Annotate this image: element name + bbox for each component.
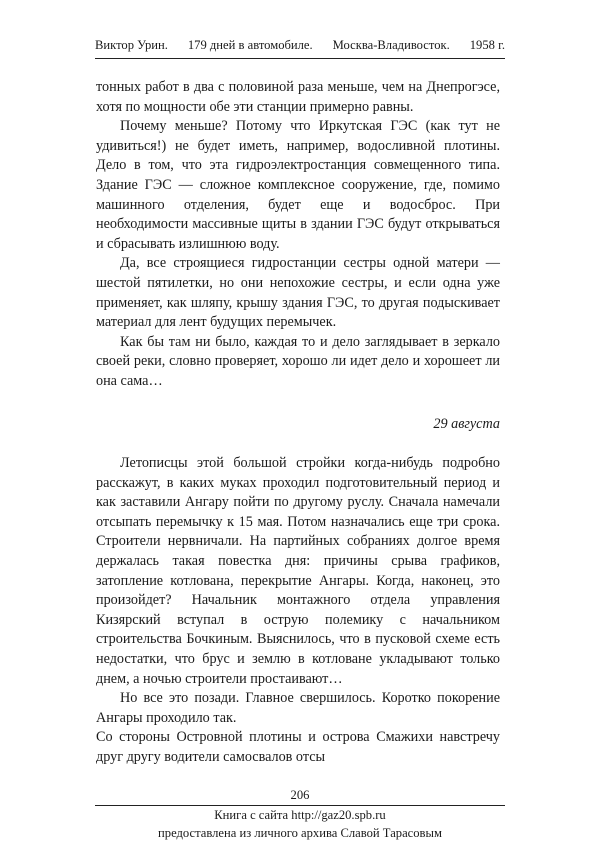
text-block-2 <box>96 454 500 768</box>
header-year: 1958 г. <box>469 38 505 52</box>
paragraph-continued: тонных работ в два с половиной раза меньше, чем на Днепрогэсе, хотя по мощности обе эти станции примерно равны. <box>96 79 500 115</box>
header-title: 179 дней в автомобиле. <box>187 38 313 52</box>
paragraph: Но все это позади. Главное свершилось. Коротко покорение Ангары проходило так. <box>96 690 500 726</box>
paragraph: Как бы там ни было, каждая то и дело заглядывает в зеркало своей реки, словно проверяет, хорошо ли идет дело и хорошеет ли она сама… <box>96 333 500 389</box>
header-route: Москва-Владивосток. <box>332 38 450 52</box>
date-heading: 29 августа <box>433 416 500 432</box>
paragraph: Да, все строящиеся гидростанции сестры одной матери — шестой пятилетки, но они непохожие сестры, и если одна уже применяет, как шляпу, крышу здания ГЭС, то другая подыскивает материал для лент будущих перемычек. <box>96 255 500 331</box>
paragraph-trailing: Со стороны Островной плотины и острова Смажихи навстречу друг другу водители самосвалов отсы <box>96 729 500 765</box>
footer-credit: предоставлена из личного архива Славой Тарасовым <box>158 826 442 840</box>
page-number: 206 <box>290 788 310 802</box>
paragraph: Почему меньше? Потому что Иркутская ГЭС (как тут не удивиться!) не будет иметь, например, водосливной плотины. Дело в том, что эта гидроэлектростанция совмещенного типа. Здание ГЭС — сложное комплексное сооружение, где, помимо машинного отделения, будет еще и водосброс. При необходимости массивные щиты в здании ГЭС будут открываться и сбрасывать излишнюю воду. <box>96 118 500 252</box>
footer-divider <box>95 805 505 806</box>
paragraph: Летописцы этой большой стройки когда-нибудь подробно расскажут, в каких муках проходил подготовительный период и как заставили Ангару пойти по другому руслу. Сначала намечали отсыпать перемычку к 15 мая. Потом назначались еще три срока. Строители нервничали. На партийных собраниях долгое время держалась такая повестка дня: причины срыва графиков, затопление котлована, перекрытие Ангары. Когда, наконец, это произойдет? Начальник монтажного отдела управления Кизярский вступал в острую полемику с начальником строительства Бочкиным. Выяснилось, что в пусковой схеме есть недостатки, что брус и землю в котловане укладывают только днем, а ночью строители простаивают… <box>96 455 500 687</box>
running-header <box>95 38 505 53</box>
text-block-1 <box>96 78 500 392</box>
footer-source: Книга с сайта http://gaz20.spb.ru <box>214 808 386 822</box>
header-author: Виктор Урин. <box>95 38 168 52</box>
header-divider <box>95 58 505 59</box>
